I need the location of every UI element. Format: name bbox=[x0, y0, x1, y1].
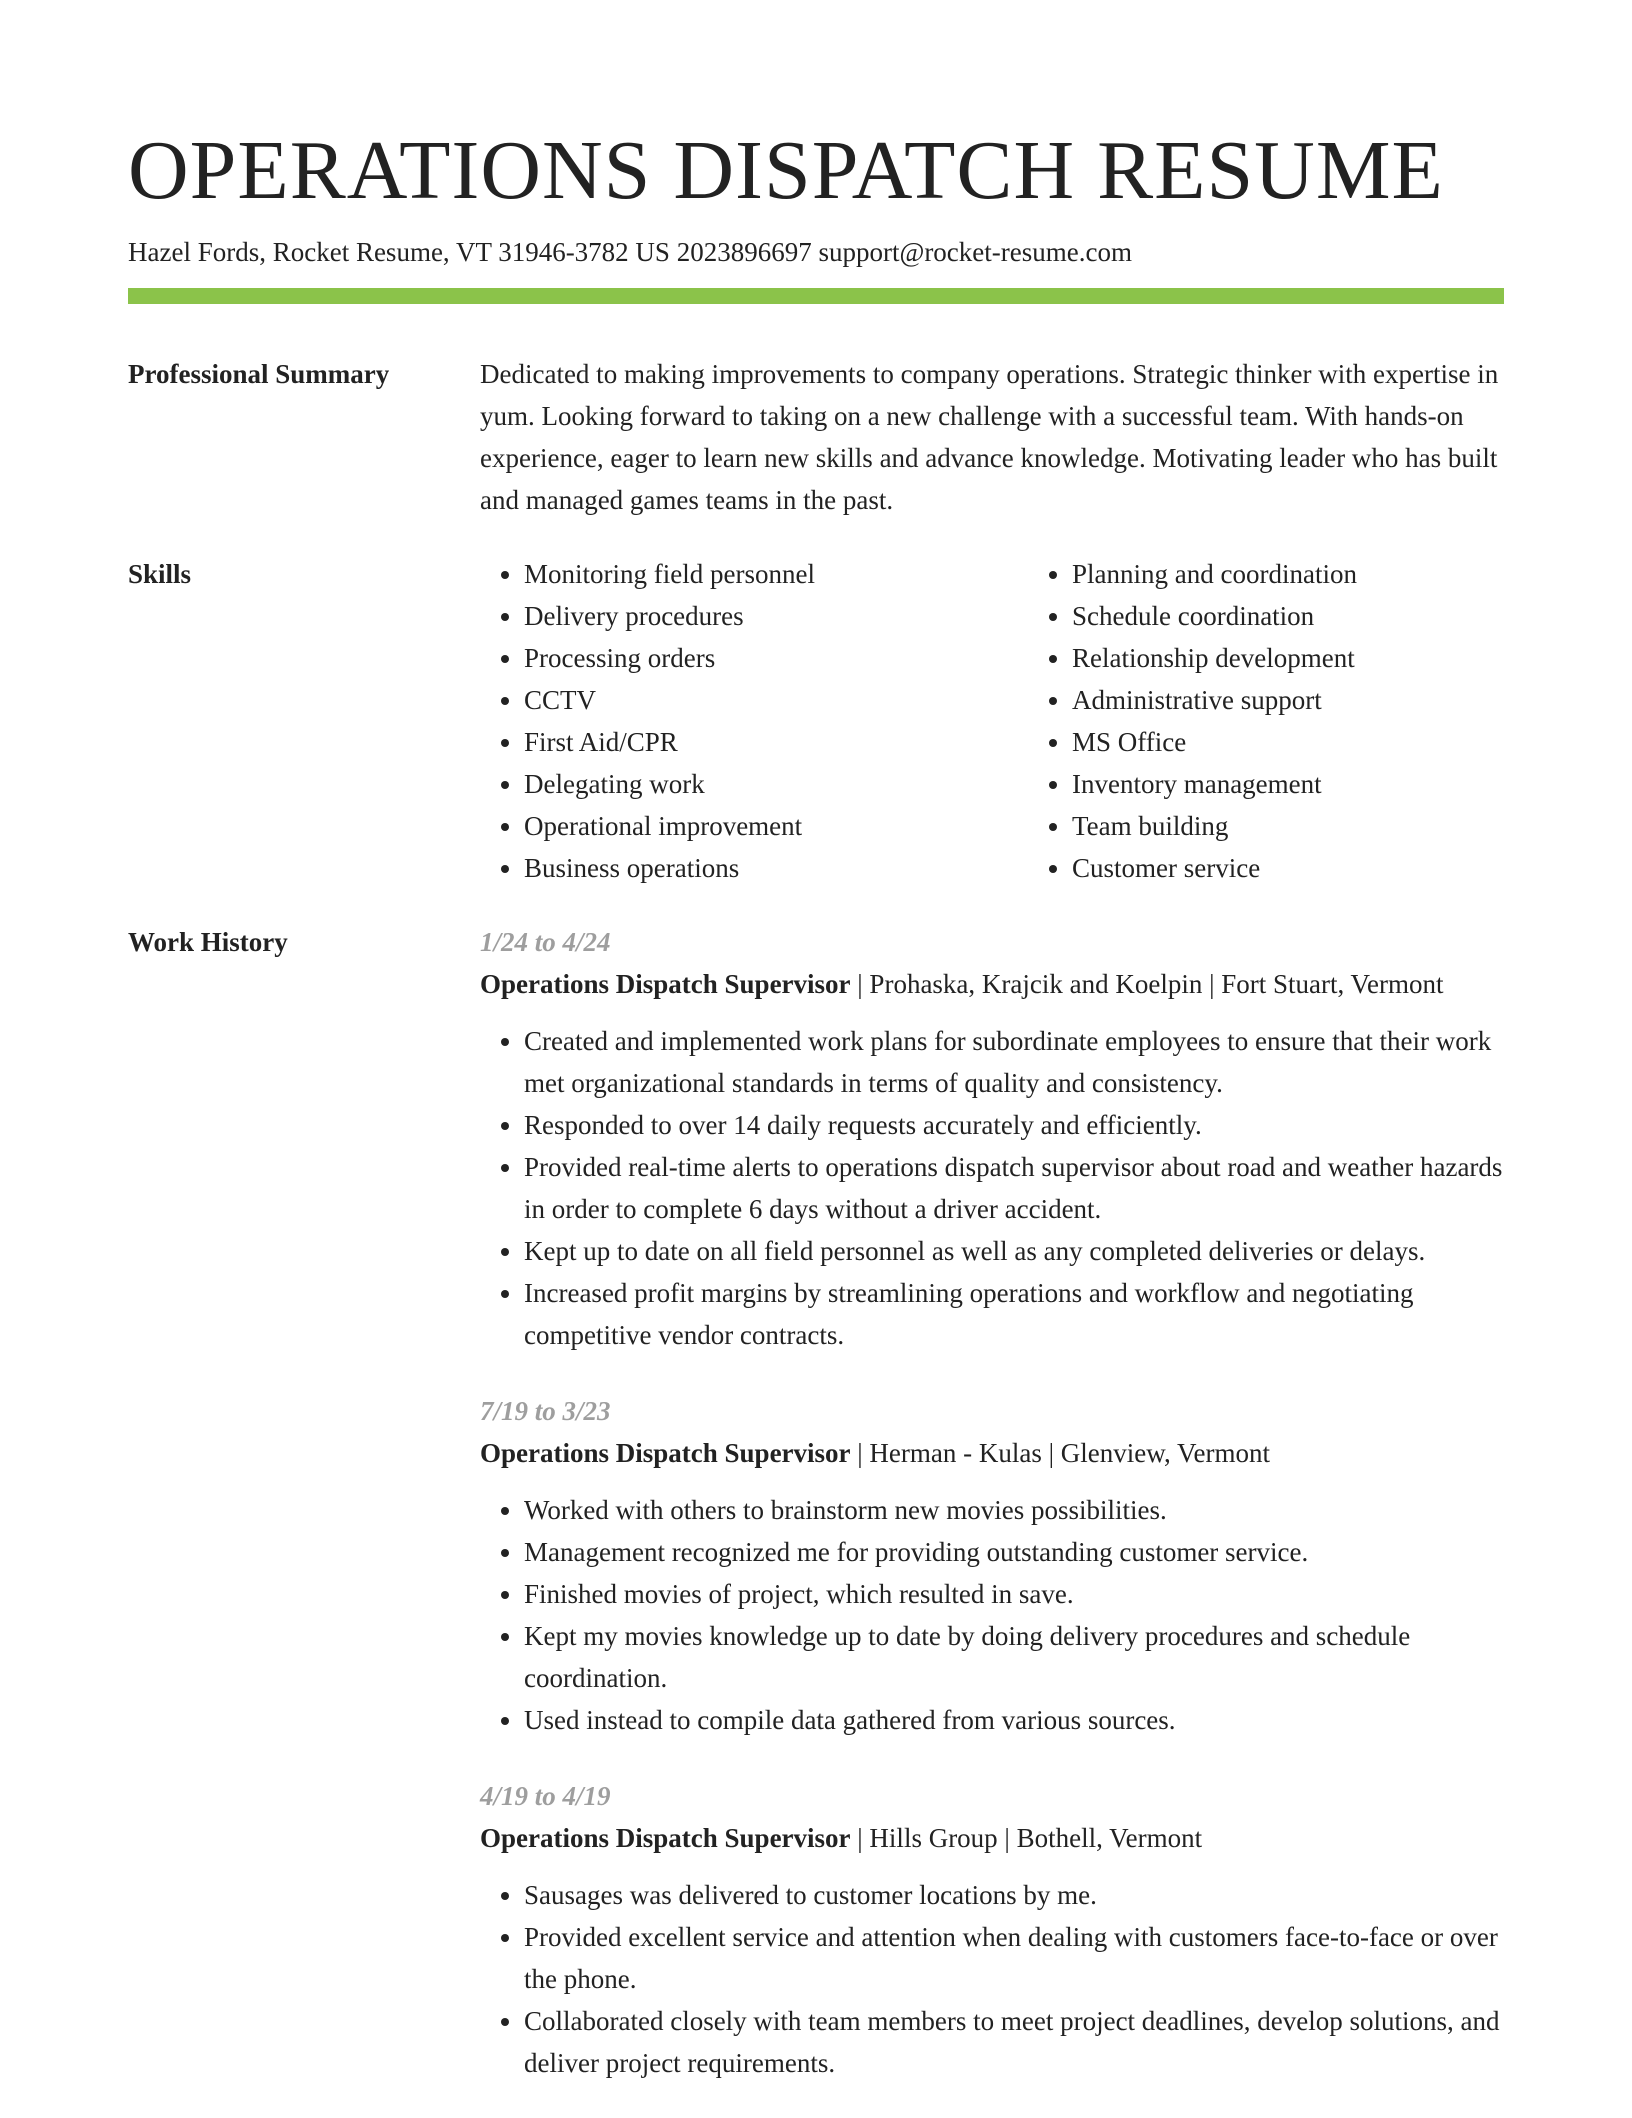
skill-item: • Team building bbox=[1072, 805, 1576, 847]
job-bullet: • Kept up to date on all field personnel as well as any completed deliveries or delays. bbox=[524, 1230, 1504, 1272]
skill-item: • Processing orders bbox=[524, 637, 1028, 679]
work-history-body bbox=[480, 921, 1504, 2118]
job-employer-location: | Prohaska, Krajcik and Koelpin | Fort Stuart, Vermont bbox=[850, 969, 1444, 999]
job-bullet: • Kept my movies knowledge up to date by doing delivery procedures and schedule coordination. bbox=[524, 1615, 1504, 1699]
job-bullet: • Worked with others to brainstorm new movies possibilities. bbox=[524, 1489, 1504, 1531]
accent-divider bbox=[128, 288, 1504, 304]
resume-page bbox=[128, 0, 1504, 2118]
skill-item: • Administrative support bbox=[1072, 679, 1576, 721]
job-bullets bbox=[480, 1874, 1504, 2084]
skills-heading: Skills bbox=[128, 559, 192, 589]
skill-item: • Inventory management bbox=[1072, 763, 1576, 805]
job-bullets bbox=[480, 1489, 1504, 1741]
job-heading bbox=[480, 1432, 1504, 1474]
job-bullet: • Responded to over 14 daily requests accurately and efficiently. bbox=[524, 1104, 1504, 1146]
skill-item: • Planning and coordination bbox=[1072, 553, 1576, 595]
skill-item: • CCTV bbox=[524, 679, 1028, 721]
job-bullets bbox=[480, 1020, 1504, 1356]
job-bullet: • Used instead to compile data gathered from various sources. bbox=[524, 1699, 1504, 1741]
work-history-heading: Work History bbox=[128, 927, 288, 957]
skill-item: • Customer service bbox=[1072, 847, 1576, 889]
skills-body bbox=[480, 553, 1576, 889]
job-dates: 7/19 to 3/23 bbox=[480, 1396, 611, 1426]
skill-item: • MS Office bbox=[1072, 721, 1576, 763]
job-employer-location: | Hills Group | Bothell, Vermont bbox=[850, 1823, 1203, 1853]
job-bullet: • Provided excellent service and attention when dealing with customers face-to-face or over the phone. bbox=[524, 1916, 1504, 2000]
skills-grid bbox=[480, 553, 1576, 889]
summary-heading: Professional Summary bbox=[128, 359, 390, 389]
job-bullet: • Finished movies of project, which resulted in save. bbox=[524, 1573, 1504, 1615]
skill-item: • Delegating work bbox=[524, 763, 1028, 805]
summary-text: Dedicated to making improvements to company operations. Strategic thinker with expertise in yum. Looking forward to taking on a new challenge with a successful team. With hands-on experience, eager to learn new skills and advance knowledge. Motivating leader who has built and managed games teams in the past. bbox=[480, 359, 1499, 515]
skill-item: • First Aid/CPR bbox=[524, 721, 1028, 763]
job-dates: 4/19 to 4/19 bbox=[480, 1781, 611, 1811]
work-history-section bbox=[128, 921, 1504, 2118]
contact-line: Hazel Fords, Rocket Resume, VT 31946-3782 US 2023896697 support@rocket-resume.com bbox=[128, 237, 1132, 267]
job-title: Operations Dispatch Supervisor bbox=[480, 1823, 851, 1853]
summary-body bbox=[480, 353, 1504, 521]
skill-item: • Schedule coordination bbox=[1072, 595, 1576, 637]
skill-item: • Business operations bbox=[524, 847, 1028, 889]
job-bullet: • Sausages was delivered to customer locations by me. bbox=[524, 1874, 1504, 1916]
job-title: Operations Dispatch Supervisor bbox=[480, 969, 851, 999]
summary-section bbox=[128, 353, 1504, 521]
skills-list-left bbox=[480, 553, 1028, 889]
skills-section bbox=[128, 553, 1504, 889]
job-entry bbox=[480, 1390, 1504, 1741]
job-bullet: • Created and implemented work plans for subordinate employees to ensure that their work met organizational standards in terms of quality and consistency. bbox=[524, 1020, 1504, 1104]
job-bullet: • Increased profit margins by streamlining operations and workflow and negotiating competitive vendor contracts. bbox=[524, 1272, 1504, 1356]
job-entry bbox=[480, 1775, 1504, 2084]
skill-item: • Monitoring field personnel bbox=[524, 553, 1028, 595]
job-bullet: • Provided real-time alerts to operations dispatch supervisor about road and weather hazards in order to complete 6 days without a driver accident. bbox=[524, 1146, 1504, 1230]
job-bullet: • Management recognized me for providing outstanding customer service. bbox=[524, 1531, 1504, 1573]
job-entry bbox=[480, 921, 1504, 1356]
job-dates: 1/24 to 4/24 bbox=[480, 927, 611, 957]
resume-title: OPERATIONS DISPATCH RESUME bbox=[128, 124, 1444, 217]
job-bullet: • Collaborated closely with team members to meet project deadlines, develop solutions, and deliver project requirements. bbox=[524, 2000, 1504, 2084]
skill-item: • Relationship development bbox=[1072, 637, 1576, 679]
job-employer-location: | Herman - Kulas | Glenview, Vermont bbox=[850, 1438, 1270, 1468]
job-heading bbox=[480, 963, 1504, 1005]
job-title: Operations Dispatch Supervisor bbox=[480, 1438, 851, 1468]
skill-item: • Operational improvement bbox=[524, 805, 1028, 847]
skills-list-right bbox=[1028, 553, 1576, 889]
job-heading bbox=[480, 1817, 1504, 1859]
skill-item: • Delivery procedures bbox=[524, 595, 1028, 637]
